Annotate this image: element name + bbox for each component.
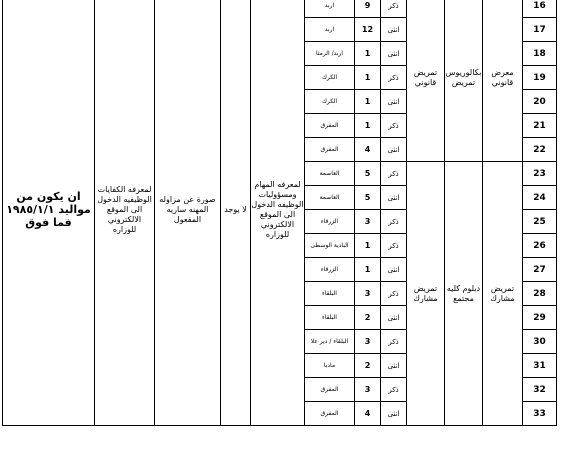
job-title-group-2: تمريض مشارك [483,162,523,426]
row-number: 22 [523,138,557,162]
row-count: 3 [355,282,381,306]
row-city: العاصمة [305,186,355,210]
row-city: البادية الوسطى [305,234,355,258]
tasks-note: لمعرفه المهام ومسؤوليات الوظيفه الدخول الى الموقع الالكتروني للوزاره [251,0,305,426]
row-number: 24 [523,186,557,210]
row-count: 3 [355,330,381,354]
row-gender: ذكر [381,0,407,18]
row-gender: ذكر [381,114,407,138]
certificate-requirement: صورة عن مزاوله المهنه ساريه المفعول [155,0,221,426]
row-number: 30 [523,330,557,354]
row-gender: ذكر [381,282,407,306]
row-gender: انثى [381,186,407,210]
row-city: اربد [305,18,355,42]
row-number: 32 [523,378,557,402]
row-gender: ذكر [381,378,407,402]
row-number: 28 [523,282,557,306]
row-gender: ذكر [381,330,407,354]
row-gender: ذكر [381,234,407,258]
row-city: الزرقاء [305,210,355,234]
row-count: 1 [355,234,381,258]
row-count: 2 [355,354,381,378]
row-city: اربد [305,0,355,18]
row-number: 16 [523,0,557,18]
row-number: 23 [523,162,557,186]
row-gender: انثى [381,18,407,42]
row-number: 19 [523,66,557,90]
row-number: 26 [523,234,557,258]
row-city: البلقاء [305,282,355,306]
row-city: الكرك [305,66,355,90]
row-count: 5 [355,186,381,210]
row-gender: انثى [381,90,407,114]
row-count: 1 [355,66,381,90]
row-gender: انثى [381,258,407,282]
row-number: 31 [523,354,557,378]
specialization-group-2: تمريض مشارك [407,162,445,426]
row-count: 1 [355,42,381,66]
row-count: 2 [355,306,381,330]
row-count: 1 [355,90,381,114]
row-count: 4 [355,138,381,162]
row-city: اربد/ الرمثا [305,42,355,66]
row-city: الزرقاء [305,258,355,282]
row-gender: انثى [381,138,407,162]
specialization-group-1: تمريض قانوني [407,0,445,162]
age-requirement: ان يكون من مواليد ١٩٨٥/١/١ فما فوق [3,0,95,426]
row-count: 5 [355,162,381,186]
degree-group-1: بكالوريوس تمريض [445,0,483,162]
row-number: 33 [523,402,557,426]
row-count: 4 [355,402,381,426]
row-city: الكرك [305,90,355,114]
row-number: 25 [523,210,557,234]
row-count: 12 [355,18,381,42]
row-number: 27 [523,258,557,282]
job-title-group-1: معرض قانوني [483,0,523,162]
row-gender: انثى [381,402,407,426]
row-city: مادبا [305,354,355,378]
row-city: البلقاء [305,306,355,330]
row-number: 21 [523,114,557,138]
row-number: 20 [523,90,557,114]
row-gender: ذكر [381,162,407,186]
row-number: 29 [523,306,557,330]
competencies-note: لمعرفه الكفايات الوظيفيه الدخول الى الموقع الالكتروني للوزاره [95,0,155,426]
row-gender: ذكر [381,210,407,234]
row-count: 3 [355,378,381,402]
row-count: 3 [355,210,381,234]
row-city: المفرق [305,114,355,138]
row-gender: انثى [381,354,407,378]
row-number: 18 [523,42,557,66]
row-count: 1 [355,258,381,282]
experience-requirement: لا يوجد [221,0,251,426]
row-city: المفرق [305,378,355,402]
row-gender: ذكر [381,66,407,90]
row-gender: انثى [381,42,407,66]
jobs-table [2,0,576,426]
row-city: العاصمة [305,162,355,186]
row-number: 17 [523,18,557,42]
row-city: المفرق [305,138,355,162]
row-gender: انثى [381,306,407,330]
row-count: 9 [355,0,381,18]
row-city: المفرق [305,402,355,426]
row-city: البلقاء / دير علا [305,330,355,354]
degree-group-2: دبلوم كليه مجتمع [445,162,483,426]
row-count: 1 [355,114,381,138]
